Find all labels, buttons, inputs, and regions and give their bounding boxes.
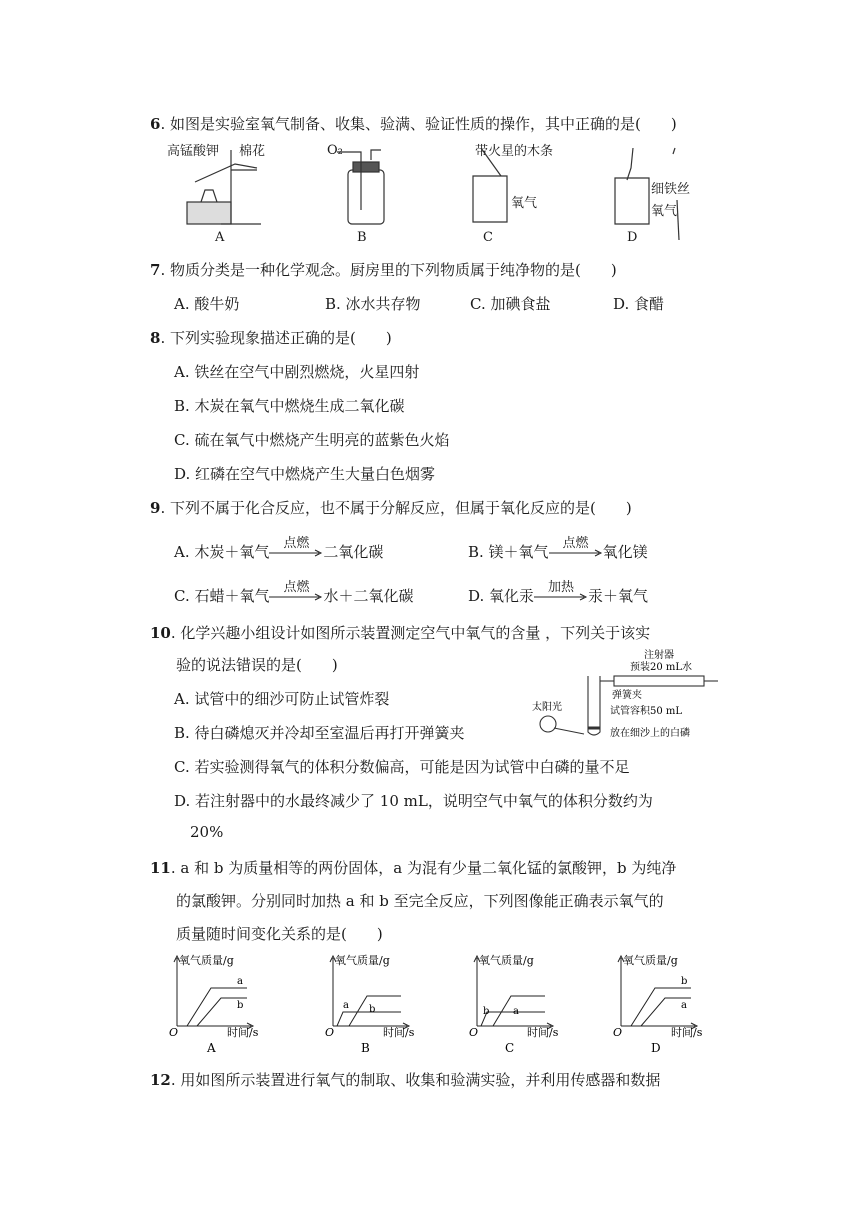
label-sunlight: 太阳光	[532, 702, 562, 713]
y-axis-label: 氧气质量/g	[479, 954, 534, 967]
reaction-arrow	[549, 536, 603, 560]
products: 水＋二氧化碳	[323, 587, 414, 605]
q10-option-b: B. 待白磷熄灭并冷却至室温后再打开弹簧夹	[174, 724, 465, 742]
question-9	[150, 497, 632, 518]
x-axis-label: 时间/s	[671, 1026, 703, 1039]
graph-d	[613, 953, 703, 1055]
y-axis-label: 氧气质量/g	[179, 954, 234, 967]
question-number: 10	[150, 624, 171, 642]
figure-letter-d: D	[627, 230, 638, 245]
reactants: D. 氧化汞	[468, 587, 535, 605]
label-white-phosphorus: 放在细沙上的白磷	[610, 728, 690, 739]
question-number: 7	[150, 261, 161, 279]
figure-letter-a: A	[215, 230, 225, 245]
q8-option-a: A. 铁丝在空气中剧烈燃烧，火星四射	[174, 363, 420, 381]
q9-option-d	[468, 580, 649, 606]
reaction-arrow	[269, 580, 323, 604]
x-axis-label: 时间/s	[527, 1026, 559, 1039]
q9-option-c	[174, 580, 414, 606]
graph-letter: B	[361, 1041, 370, 1055]
reaction-condition: 加热	[548, 580, 575, 595]
question-text: . 如图是实验室氧气制备、收集、验满、验证性质的操作，其中正确的是( )	[160, 115, 677, 133]
question-text: . a 和 b 为质量相等的两份固体，a 为混有少量二氧化锰的氯酸钾，b 为纯净	[170, 859, 677, 877]
label-syringe: 注射器	[644, 650, 674, 661]
q7-option-b: B. 冰水共存物	[325, 295, 421, 313]
graph-c	[469, 953, 559, 1055]
q11-graphs	[165, 952, 725, 1062]
x-axis-label: 时间/s	[227, 1026, 259, 1039]
question-11	[150, 857, 676, 878]
q7-option-d: D. 食醋	[613, 295, 665, 313]
q8-option-c: C. 硫在氧气中燃烧产生明亮的蓝紫色火焰	[174, 431, 450, 449]
products: 汞＋氧气	[588, 587, 649, 605]
question-number: 9	[150, 499, 161, 517]
products: 二氧化碳	[323, 543, 384, 561]
reaction-arrow	[269, 536, 323, 560]
question-7	[150, 259, 617, 280]
q11-text-line2: 的氯酸钾。分别同时加热 a 和 b 至完全反应，下列图像能正确表示氧气的	[176, 892, 664, 910]
series-label-a: a	[237, 976, 243, 987]
graph-letter: C	[505, 1041, 515, 1055]
label-tube-volume: 试管容积50 mL	[610, 706, 683, 717]
series-label-b: b	[237, 1000, 244, 1011]
question-text: . 下列不属于化合反应，也不属于分解反应，但属于氧化反应的是( )	[160, 499, 632, 517]
q10-option-d-continued: 20%	[190, 823, 224, 841]
q6-figure	[165, 140, 725, 248]
q11-graphs-svg	[165, 952, 725, 1062]
graph-a	[169, 953, 259, 1055]
series-label-a: a	[513, 1006, 519, 1017]
reactants: A. 木炭＋氧气	[174, 543, 270, 561]
question-number: 8	[150, 329, 161, 347]
q10-apparatus-diagram	[528, 646, 728, 742]
label-clamp: 弹簧夹	[612, 690, 642, 701]
reaction-condition: 点燃	[283, 536, 310, 551]
q10-option-c: C. 若实验测得氧气的体积分数偏高，可能是因为试管中白磷的量不足	[174, 758, 630, 776]
question-number: 6	[150, 115, 161, 133]
products: 氧化镁	[602, 543, 648, 561]
q10-text-line2: 验的说法错误的是( )	[176, 656, 338, 674]
q7-option-c: C. 加碘食盐	[470, 295, 551, 313]
question-text: . 物质分类是一种化学观念。厨房里的下列物质属于纯净物的是( )	[160, 261, 617, 279]
reactants: B. 镁＋氧气	[468, 543, 549, 561]
q9-option-b	[468, 536, 648, 562]
label-potassium-permanganate: 高锰酸钾	[167, 144, 220, 159]
label-oxygen-c: 氧气	[511, 196, 538, 211]
q10-figure	[528, 646, 728, 742]
question-number: 11	[150, 859, 171, 877]
reaction-condition: 点燃	[562, 536, 589, 551]
question-number: 12	[150, 1071, 171, 1089]
q8-option-b: B. 木炭在氧气中燃烧生成二氧化碳	[174, 397, 405, 415]
origin-label: O	[169, 1026, 179, 1039]
question-8	[150, 327, 392, 348]
q10-option-d: D. 若注射器中的水最终减少了 10 mL，说明空气中氧气的体积分数约为	[174, 792, 653, 810]
q11-text-line3: 质量随时间变化关系的是( )	[176, 925, 383, 943]
figure-letter-b: B	[357, 230, 367, 245]
syringe	[614, 676, 704, 686]
series-label-a: a	[343, 1000, 349, 1011]
sun-lens	[540, 716, 556, 732]
label-oxygen-d: 氧气	[651, 204, 678, 219]
reactants: C. 石蜡＋氧气	[174, 587, 270, 605]
question-6	[150, 113, 677, 134]
reaction-condition: 点燃	[283, 580, 310, 595]
label-glowing-splint: 带火星的木条	[475, 144, 554, 159]
graph-letter: A	[207, 1041, 216, 1055]
figure-letter-c: C	[483, 230, 493, 245]
a-alcohol-lamp-base	[187, 202, 231, 224]
question-12	[150, 1069, 660, 1090]
q8-option-d: D. 红磷在空气中燃烧产生大量白色烟雾	[174, 465, 436, 483]
q9-option-a	[174, 536, 384, 562]
graph-b	[325, 953, 415, 1055]
curve-a	[493, 996, 545, 1026]
question-text: . 化学兴趣小组设计如图所示装置测定空气中氧气的含量 ，下列关于该实	[170, 624, 651, 642]
q7-option-a: A. 酸牛奶	[174, 295, 240, 313]
question-text: . 下列实验现象描述正确的是( )	[160, 329, 392, 347]
graph-letter: D	[651, 1041, 661, 1055]
label-cotton: 棉花	[239, 144, 266, 159]
series-label-b: b	[483, 1006, 490, 1017]
question-text: . 用如图所示装置进行氧气的制取、收集和验满实验，并利用传感器和数据	[170, 1071, 661, 1089]
label-preloaded-water: 预装20 mL水	[630, 662, 693, 673]
y-axis-label: 氧气质量/g	[335, 954, 390, 967]
origin-label: O	[469, 1026, 479, 1039]
x-axis-label: 时间/s	[383, 1026, 415, 1039]
label-iron-wire: 细铁丝	[651, 182, 691, 197]
label-oxygen-inlet: O₂	[327, 143, 343, 158]
series-label-a: a	[681, 1000, 687, 1011]
q10-option-a: A. 试管中的细沙可防止试管炸裂	[174, 690, 390, 708]
origin-label: O	[325, 1026, 335, 1039]
origin-label: O	[613, 1026, 623, 1039]
y-axis-label: 氧气质量/g	[623, 954, 678, 967]
question-10	[150, 622, 650, 643]
series-label-b: b	[369, 1004, 376, 1015]
series-label-b: b	[681, 976, 688, 987]
reaction-arrow	[534, 580, 588, 604]
